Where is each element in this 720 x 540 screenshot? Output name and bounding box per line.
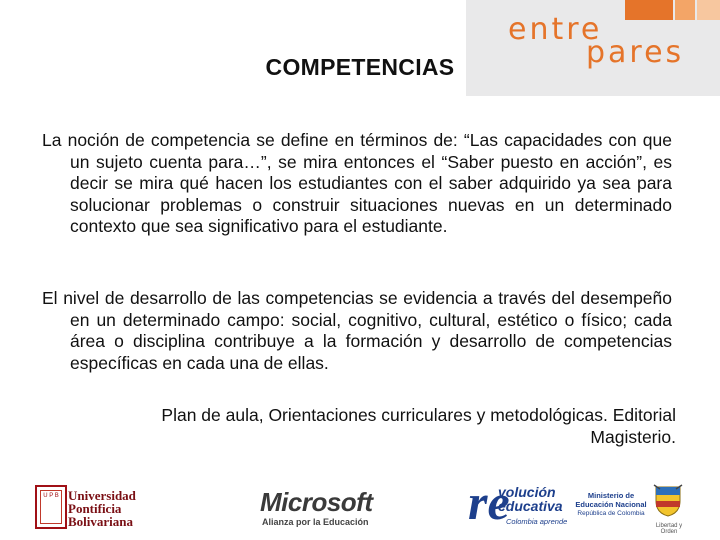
logo-light-block-2 — [697, 0, 720, 20]
revolucion-tagline: Colombia aprende — [506, 517, 568, 526]
men-line-1: Ministerio de — [587, 491, 635, 500]
shield-caption: Libertad y Orden — [655, 523, 683, 535]
reference-line-1: Plan de aula, Orientaciones curriculares y metodológicas. Editorial — [161, 405, 676, 425]
revolucion-logo-text — [498, 485, 563, 513]
men-logo-text — [575, 491, 647, 518]
microsoft-logo: Microsoft — [260, 487, 373, 517]
paragraph-2 — [42, 288, 672, 374]
paragraph-2-text: El nivel de desarrollo de las competencias se evidencia a través del desempeño en un determinado campo: social, cognitivo, cultural, estético o físico; cada área o disciplina contribuye a la formación y desarrollo de competencias específicas en cada una de ellas. — [42, 288, 672, 373]
paragraph-1-text: La noción de competencia se define en términos de: “Las capacidades con que un sujeto cuenta para…”, se mira entonces el “Saber puesto en acción”, es decir se mira qué hacen los estudiantes con el saber adquirido ya sea para solucionar problemas o construir situaciones nuevas en un determinado contexto que sea significativo para el estudiante. — [42, 130, 672, 236]
upb-seal-text: U P B — [40, 490, 62, 524]
revolucion-line-1: volución — [498, 484, 556, 500]
logo-light-block-1 — [675, 0, 695, 20]
upb-line-3: Bolivariana — [68, 514, 134, 529]
upb-line-2: Pontificia — [68, 501, 122, 516]
reference-line-2: Magisterio. — [590, 427, 676, 447]
page-title — [0, 54, 720, 81]
logo-word-pares: pares — [586, 35, 685, 70]
reference — [70, 404, 676, 448]
page-title-text: COMPETENCIAS — [265, 54, 455, 80]
men-line-3: República de Colombia — [577, 510, 645, 517]
upb-logo-text — [68, 489, 136, 528]
logo-word-entre: entre — [508, 12, 603, 47]
paragraph-1 — [42, 130, 672, 238]
entre-pares-logo — [466, 0, 720, 96]
colombia-shield-icon — [652, 483, 684, 517]
revolucion-logo-mark: re — [468, 474, 510, 530]
microsoft-tagline: Alianza por la Educación — [262, 517, 369, 527]
footer-logos — [0, 463, 720, 540]
revolucion-line-2: educativa — [498, 498, 563, 514]
men-line-2: Educación Nacional — [575, 500, 647, 509]
logo-orange-block — [625, 0, 673, 20]
upb-line-1: Universidad — [68, 488, 136, 503]
upb-seal-icon — [35, 485, 67, 529]
